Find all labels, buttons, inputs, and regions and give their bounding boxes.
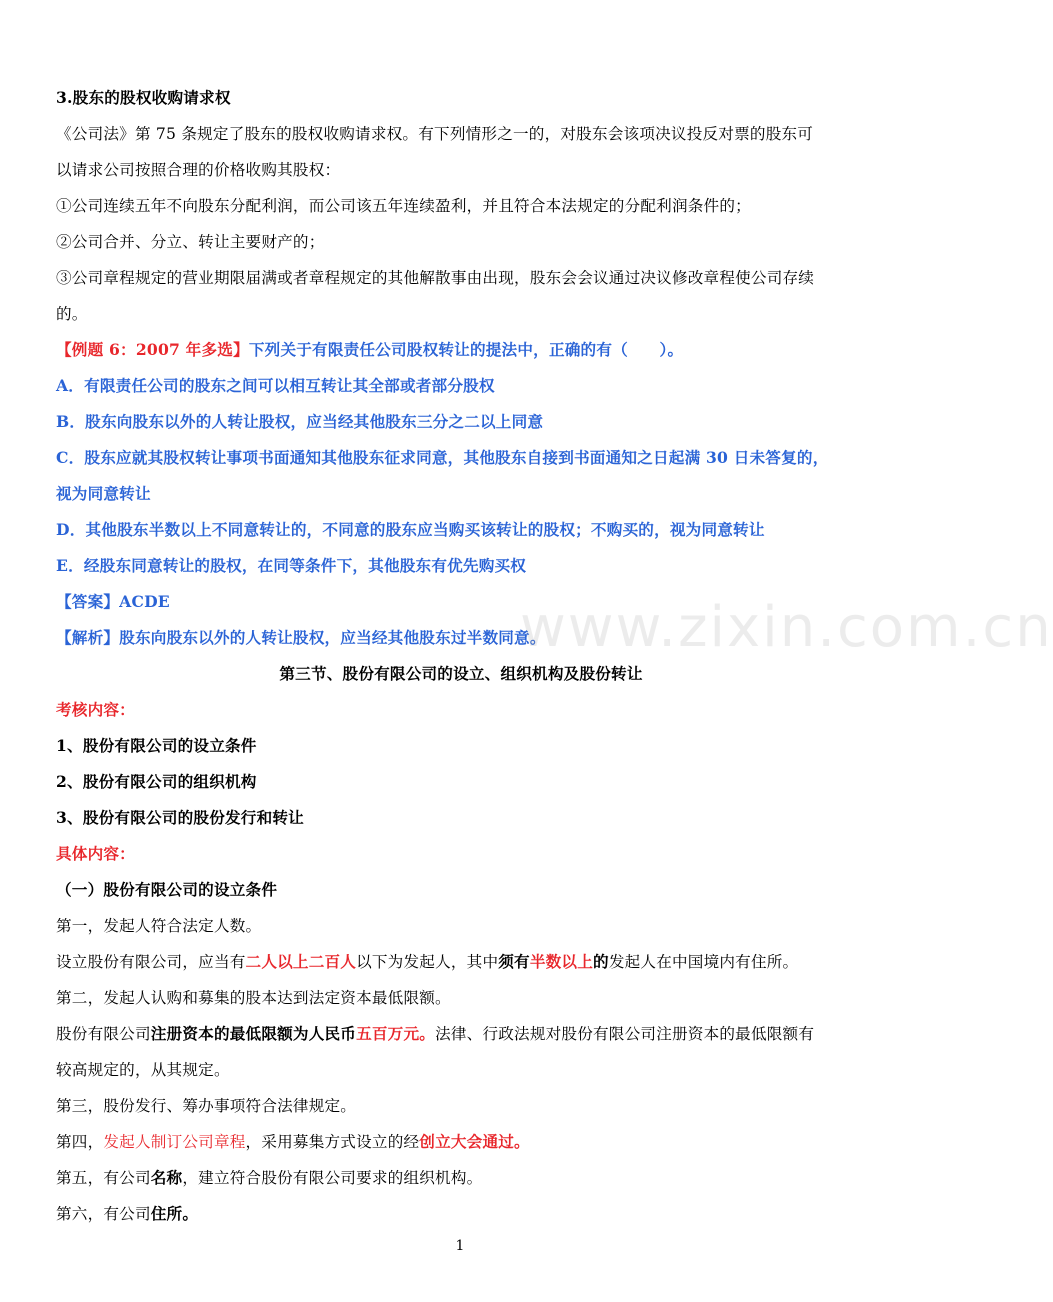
paragraph-line: 《公司法》第 75 条规定了股东的股权收购请求权。有下列情形之一的，对股东会该项决议投反对票的股东可 (56, 125, 814, 143)
analysis-tag: 【解析】 (56, 628, 120, 647)
condition-second-detail (56, 1016, 866, 1052)
highlight-text: 半数以上 (529, 952, 594, 971)
bold-text: 名称 (150, 1168, 183, 1187)
option-b: B．股东向股东以外的人转让股权，应当经其他股东三分之二以上同意 (56, 412, 544, 431)
specific-content-label: 具体内容： (56, 844, 135, 863)
text-run: 法律、行政法规对股份有限公司注册资本的最低限额有 (435, 1025, 815, 1043)
condition-sixth (56, 1196, 866, 1232)
text-run: 股份有限公司 (56, 1025, 151, 1043)
option-c: C．股东应就其股权转让事项书面通知其他股东征求同意，其他股东自接到书面通知之日起满 30 日未答复的， (56, 448, 829, 467)
list-item-continued: 的。 (56, 305, 88, 323)
bold-text: 须有 (498, 952, 530, 971)
condition-second-detail-continued: 较高规定的，从其规定。 (56, 1061, 230, 1079)
option-c-continued: 视为同意转让 (56, 484, 151, 503)
section-title: 第三节、股份有限公司的设立、组织机构及股份转让 (279, 664, 643, 683)
condition-third: 第三，股份发行、筹办事项符合法律规定。 (56, 1097, 357, 1115)
condition-second: 第二，发起人认购和募集的股本达到法定资本最低限额。 (56, 989, 451, 1007)
analysis-text: 股东向股东以外的人转让股权，应当经其他股东过半数同意。 (119, 628, 546, 647)
list-item: ③公司章程规定的营业期限届满或者章程规定的其他解散事由出现，股东会会议通过决议修改章程使公司存续 (56, 269, 815, 287)
text-run: 第五，有公司 (56, 1169, 151, 1187)
condition-fourth (56, 1124, 866, 1160)
page-number: 1 (455, 1238, 465, 1254)
subheading: （一）股份有限公司的设立条件 (56, 880, 278, 899)
exam-content-item: 3、股份有限公司的股份发行和转让 (56, 808, 304, 827)
paragraph-line: 以请求公司按照合理的价格收购其股权： (56, 161, 341, 179)
exam-content-item: 1、股份有限公司的设立条件 (56, 736, 257, 755)
text-run: 以下为发起人，其中 (356, 953, 499, 971)
bold-text: 注册资本的最低限额为人民币 (150, 1024, 357, 1043)
answer: 【答案】ACDE (56, 592, 170, 611)
text-run: ，建立符合股份有限公司要求的组织机构。 (182, 1169, 483, 1187)
highlight-text: 发起人制订公司章程 (103, 1133, 246, 1151)
option-d: D．其他股东半数以上不同意转让的，不同意的股东应当购买该转让的股权；不购买的，视为同意转让 (56, 520, 765, 539)
highlight-text: 创立大会通过。 (419, 1132, 530, 1151)
text-run: 第四， (56, 1133, 104, 1151)
document-page (56, 80, 866, 1232)
bold-text: 住所。 (150, 1204, 199, 1223)
section-heading: 3.股东的股权收购请求权 (56, 88, 231, 107)
option-e: E．经股东同意转让的股权，在同等条件下，其他股东有优先购买权 (56, 556, 527, 575)
condition-first: 第一，发起人符合法定人数。 (56, 917, 262, 935)
exam-content-item: 2、股份有限公司的组织机构 (56, 772, 257, 791)
condition-first-detail (56, 944, 866, 980)
option-a: A．有限责任公司的股东之间可以相互转让其全部或者部分股权 (56, 376, 495, 395)
text-run: ，采用募集方式设立的经 (245, 1133, 420, 1151)
bold-text: 的 (593, 952, 609, 971)
watermark: www.zixin.com.cn (520, 595, 1053, 660)
exam-content-label: 考核内容： (56, 700, 135, 719)
example-tag: 【例题 6：2007 年多选】 (56, 340, 249, 359)
highlight-text: 二人以上二百人 (245, 952, 357, 971)
highlight-text: 五百万元。 (356, 1024, 436, 1043)
text-run: 发起人在中国境内有住所。 (608, 953, 799, 971)
list-item: ②公司合并、分立、转让主要财产的； (56, 233, 325, 251)
analysis (56, 620, 866, 656)
condition-fifth (56, 1160, 866, 1196)
example-question (56, 332, 866, 368)
example-question-text: 下列关于有限责任公司股权转让的提法中，正确的有（ ）。 (248, 340, 684, 359)
list-item: ①公司连续五年不向股东分配利润，而公司该五年连续盈利，并且符合本法规定的分配利润条件的； (56, 197, 751, 215)
text-run: 设立股份有限公司，应当有 (56, 953, 246, 971)
text-run: 第六，有公司 (56, 1205, 151, 1223)
